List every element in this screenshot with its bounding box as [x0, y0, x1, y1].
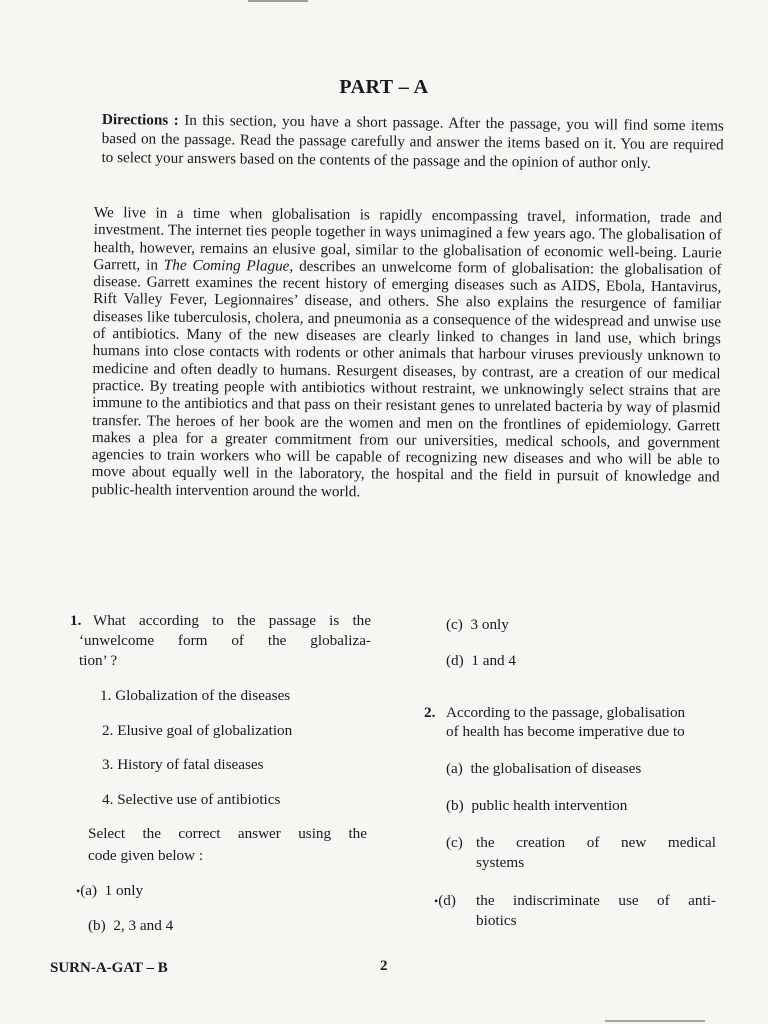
option-text-line1: the creation of new medical: [476, 834, 716, 851]
reading-passage: [91, 204, 722, 504]
question-2-line2: of health has become imperative due to: [446, 723, 685, 740]
directions-text: In this section, you have a short passage. After the passage, you will find some items based on the passage. Read the passage carefully and answer the items based on it. You are required to select your answers based on the contents of the passage and the opinion of author only.: [101, 111, 724, 172]
option-c[interactable]: [446, 616, 509, 634]
paper-code: SURN-A-GAT – B: [50, 960, 168, 976]
option-text: 2, 3 and 4: [113, 917, 174, 934]
option-d[interactable]: [446, 652, 516, 670]
question-1-line2: ‘unwelcome form of the globaliza-: [79, 632, 371, 649]
option-text-line1: the indiscriminate use of anti-: [476, 892, 716, 909]
option-text: public health intervention: [471, 797, 628, 814]
passage-part1: We live in a time when globalisation is rapidly encompassing travel, information, trade and investment. The internet ties people together in ways unimagined a few years ago. The globalisation of health, however, remains an elusive goal, similar to the globalisation of economic well-being. Laurie Garrett, in: [93, 204, 722, 274]
option-b[interactable]: [88, 917, 173, 935]
option-label: (d): [446, 652, 464, 669]
statement-item: 2. Elusive goal of globalization: [102, 722, 293, 739]
top-scan-mark: [248, 0, 308, 6]
option-text: 1 only: [104, 882, 144, 899]
option-label: (a): [446, 760, 463, 777]
question-number: 1.: [70, 612, 82, 629]
q2-option-b[interactable]: [446, 797, 627, 815]
q2-option-c[interactable]: [446, 834, 716, 871]
question-2-line1: According to the passage, globalisation: [446, 704, 686, 721]
option-text-line2: systems: [476, 854, 525, 871]
option-text: 1 and 4: [471, 652, 517, 669]
directions-label: Directions :: [101, 110, 179, 129]
option-text-line2: biotics: [476, 912, 517, 929]
option-label: (c): [446, 834, 463, 851]
question-number: 2.: [424, 704, 436, 721]
instruction-line2: code given below :: [88, 847, 204, 864]
page-number: 2: [380, 958, 388, 974]
tick-mark-icon: •: [434, 894, 439, 908]
option-label: (b): [88, 917, 106, 934]
instruction-line1: Select the correct answer using the: [88, 825, 367, 842]
option-label: (a): [80, 882, 98, 899]
option-label: (c): [446, 616, 463, 633]
option-a[interactable]: [76, 882, 143, 900]
statement-item: 4. Selective use of antibiotics: [102, 791, 281, 808]
question-1-line1: What according to the passage is the: [93, 612, 371, 629]
option-text: the globalisation of diseases: [470, 760, 642, 777]
question-1-line3: tion’ ?: [79, 652, 118, 669]
directions-paragraph: [101, 110, 724, 174]
tick-mark-icon: •: [76, 884, 81, 898]
part-title: PART – A: [339, 76, 429, 98]
option-label: (b): [446, 797, 464, 814]
bottom-scan-mark: [605, 1020, 705, 1022]
statement-item: 1. Globalization of the diseases: [100, 687, 291, 704]
option-text: 3 only: [470, 616, 509, 633]
book-title: The Coming Plague: [163, 256, 290, 275]
q2-option-a[interactable]: [446, 760, 641, 778]
q2-option-d[interactable]: [434, 892, 716, 929]
passage-part2: , describes an unwelcome form of globalisation: the globalisation of disease. Garrett examines the recent history of emerging diseases such as AIDS, Ebola, Hantavirus, Rift Valley Fever, Legionnaires’ disease, and others. She also explains the resurgence of familiar diseases like tuberculosis, cholera, and pneumonia as a consequence of the widespread and unwise use of antibiotics. Many of the new diseases are clearly linked to changes in land use, which brings humans into close contacts with rodents or other animals that harbour viruses previously unknown to medicine and often deadly to humans. Resurgent diseases, by contrast, are a creation of our medical practice. By treating people with antibiotics without restraint, we unknowingly select strains that are immune to the antibiotics and that pass on their resistant genes to unrelated bacteria by way of plasmid transfer. The heroes of her book are the women and men on the frontlines of epidemiology. Garrett makes a plea for a greater commitment from our universities, medical schools, and government agencies to train workers who will be capable of recognizing new diseases and who will be able to move about equally well in the laboratory, the hospital and the field in pursuit of knowledge and public-health intervention around the world.: [91, 257, 722, 501]
option-label: (d): [438, 892, 456, 909]
statement-item: 3. History of fatal diseases: [102, 756, 264, 773]
